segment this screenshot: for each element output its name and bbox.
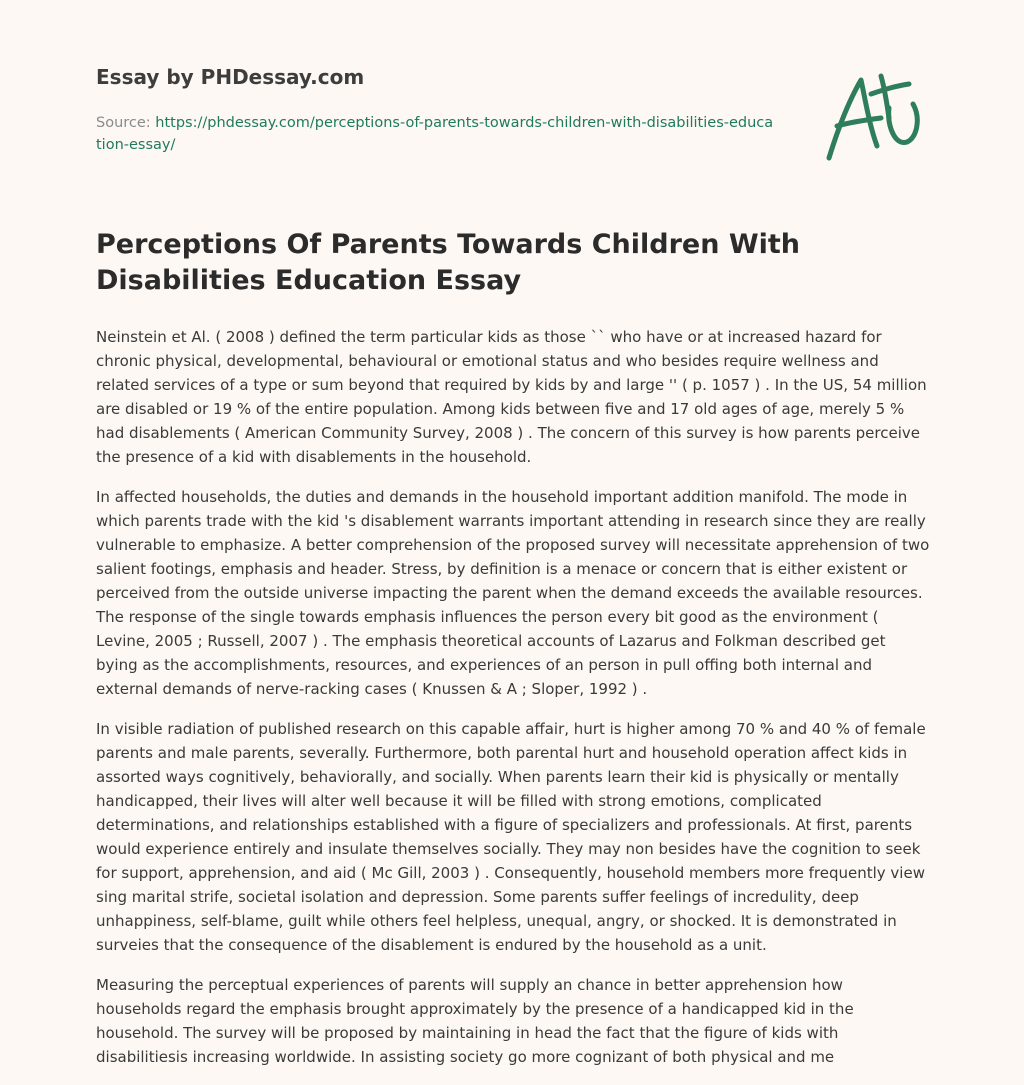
essay-title: Perceptions Of Parents Towards Children With Disabilities Education Essay: [96, 229, 801, 296]
source-link[interactable]: https://phdessay.com/perceptions-of-parents-towards-children-with-disabilities-education-essay/: [96, 115, 774, 153]
essay-body: [96, 325, 930, 1085]
source-line: [96, 112, 776, 156]
essay-paragraph: Measuring the perceptual experiences of parents will supply an chance in better apprehension how households regard the emphasis brought approximately by the presence of a handicapped kid in the household. The survey will be proposed by maintaining in head the fact that the figure of kids with disabilitiesis increasing worldwide. In assisting society go more cognizant of both physical and me: [96, 976, 854, 1066]
essay-paragraph: In visible radiation of published research on this capable affair, hurt is higher among 70 % and 40 % of female parents and male parents, severally. Furthermore, both parental hurt and household operation affect kids in assorted ways cognitively, behaviorally, and socially. When parents learn their kid is physically or mentally handicapped, their lives will alter well because it will be filled with strong emotions, complicated determinations, and relationships established with a figure of specializers and professionals. At first, parents would experience entirely and insulate themselves socially. They may non besides have the cognition to seek for support, apprehension, and aid ( Mc Gill, 2003 ) . Consequently, household members more frequently view sing marital strife, societal isolation and depression. Some parents suffer feelings of incredulity, deep unhappiness, self-blame, guilt while others feel helpless, unequal, angry, or shocked. It is demonstrated in surveies that the consequence of the disablement is endured by the household as a unit.: [96, 720, 926, 954]
source-label: Source:: [96, 115, 151, 131]
page-header: [96, 0, 928, 200]
essay-paragraph: In affected households, the duties and demands in the household important addition manifold. The mode in which parents trade with the kid 's disablement warrants important attending in research since they are really vulnerable to emphasize. A better comprehension of the proposed survey will necessitate apprehension of two salient footings, emphasis and header. Stress, by definition is a menace or concern that is either existent or perceived from the outside universe impacting the parent when the demand exceeds the available resources. The response of the single towards emphasis influences the person every bit good as the environment ( Levine, 2005 ; Russell, 2007 ) . The emphasis theoretical accounts of Lazarus and Folkman described get bying as the accomplishments, resources, and experiences of an person in pull offing both internal and external demands of nerve-racking cases ( Knussen & A ; Sloper, 1992 ) .: [96, 488, 930, 698]
a-plus-logo-icon: [823, 68, 927, 164]
site-title: Essay by PHDessay.com: [96, 65, 365, 89]
essay-paragraph: Neinstein et Al. ( 2008 ) defined the term particular kids as those `` who have or at increased hazard for chronic physical, developmental, behavioural or emotional status and who besides require wellness and related services of a type or sum beyond that required by kids by and large '' ( p. 1057 ) . In the US, 54 million are disabled or 19 % of the entire population. Among kids between five and 17 old ages of age, merely 5 % had disablements ( American Community Survey, 2008 ) . The concern of this survey is how parents perceive the presence of a kid with disablements in the household.: [96, 328, 927, 466]
